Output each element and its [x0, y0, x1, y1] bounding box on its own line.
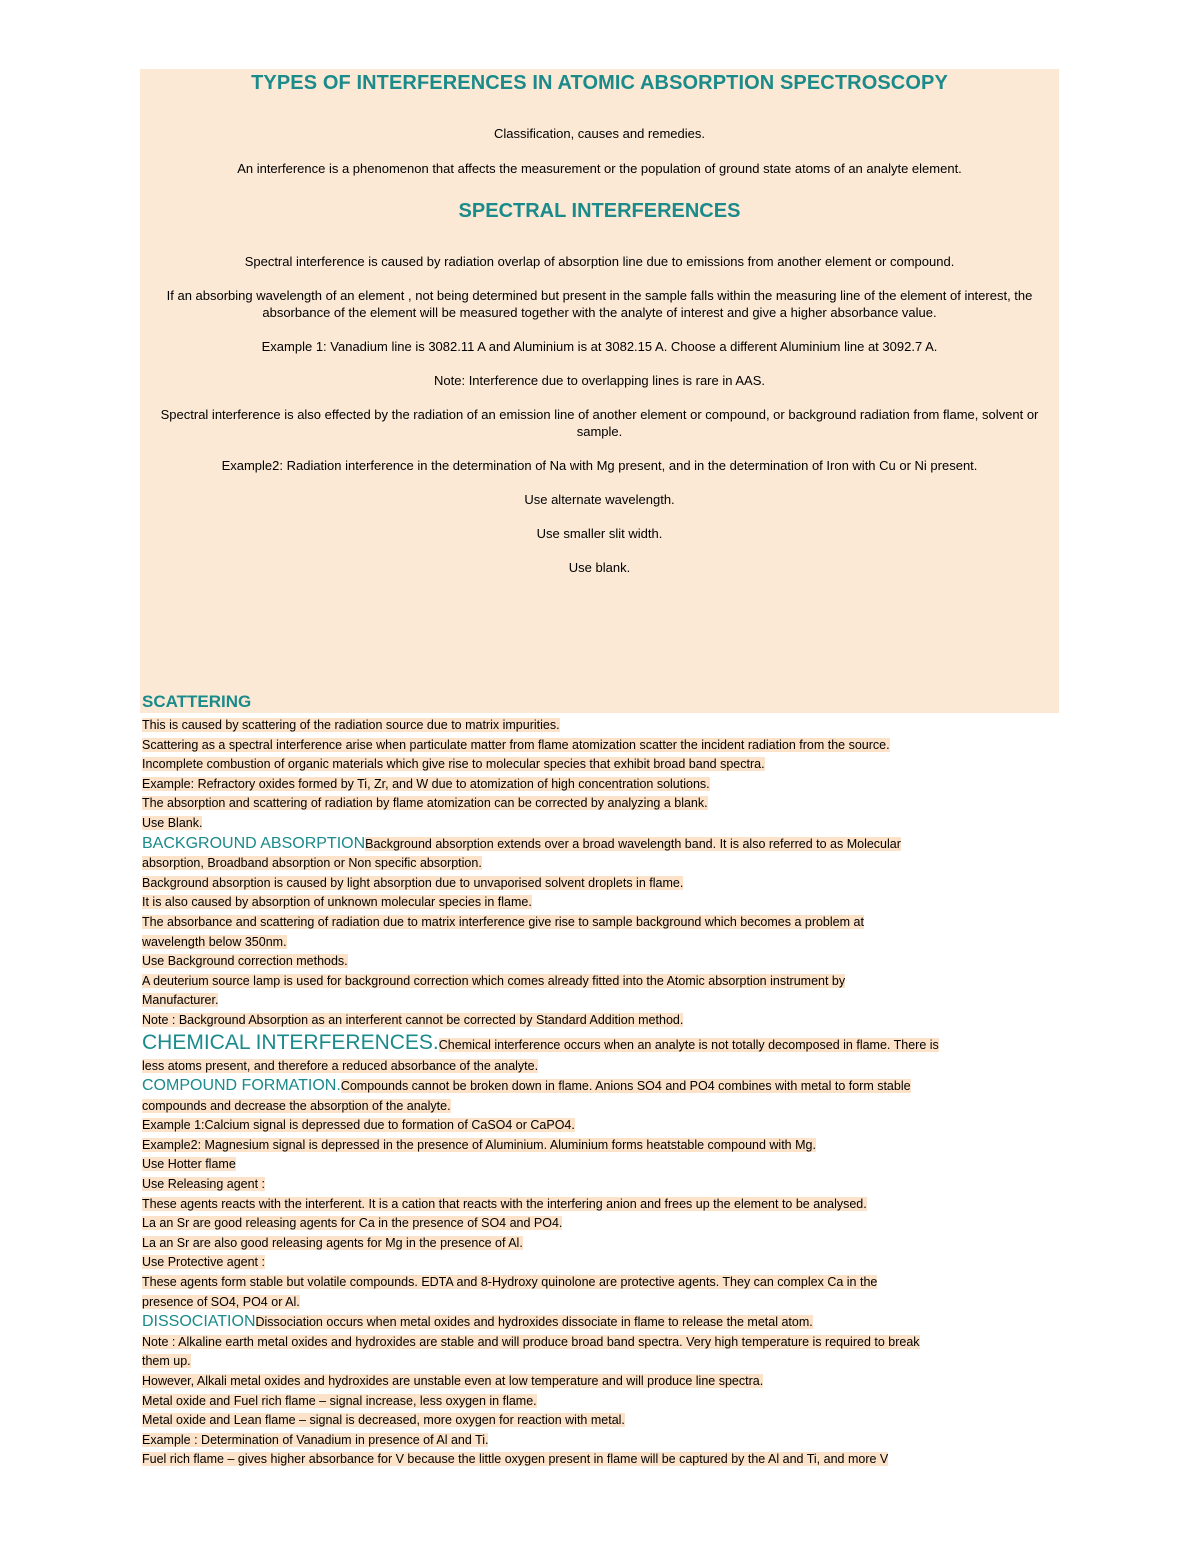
dissociation-detail-line: Metal oxide and Lean flame – signal is decreased, more oxygen for reaction with metal. [142, 1413, 625, 1428]
compound-formation-line: COMPOUND FORMATION.Compounds cannot be broken down in flame. Anions SO4 and PO4 combines with metal to form stable [142, 1077, 911, 1095]
background-line: It is also caused by absorption of unknown molecular species in flame. [142, 895, 532, 910]
dissociation-detail-line: Fuel rich flame – gives higher absorbance for V because the little oxygen present in flame will be captured by the Al and Ti, and more V [142, 1452, 889, 1467]
remedy-use-blank: Use blank. [568, 560, 631, 575]
compound-line: These agents reacts with the interferent. It is a cation that reacts with the interfering anion and frees up the element to be analysed. [142, 1196, 867, 1211]
body-text [142, 716, 1062, 1470]
background-line: Background absorption is caused by light absorption due to unvaporised solvent droplets in flame. [142, 875, 684, 890]
intro-panel [140, 69, 1059, 713]
scattering-heading: SCATTERING [142, 692, 252, 711]
scattering-line: Incomplete combustion of organic materials which give rise to molecular species that exhibit broad band spectra. [142, 757, 765, 772]
background-absorption-heading: BACKGROUND ABSORPTION [142, 834, 366, 852]
scattering-line: Example: Refractory oxides formed by Ti, Zr, and W due to atomization of high concentration solutions. [142, 776, 710, 791]
background-line: absorption, Broadband absorption or Non specific absorption. [142, 856, 482, 871]
spectral-paragraph-1: Spectral interference is caused by radiation overlap of absorption line due to emissions from another element or compound. [244, 254, 955, 269]
definition-text: An interference is a phenomenon that affects the measurement or the population of ground state atoms of an analyte element. [237, 161, 962, 176]
background-line: wavelength below 350nm. [142, 934, 287, 949]
remedy-smaller-slit: Use smaller slit width. [536, 526, 663, 541]
example-1-text: Example 1: Vanadium line is 3082.11 A and Aluminium is at 3082.15 A. Choose a different Aluminium line at 3092.7 A. [261, 339, 938, 354]
compound-line: presence of SO4, PO4 or Al. [142, 1294, 300, 1309]
scattering-line: Use Blank. [142, 815, 203, 830]
background-line: Note : Background Absorption as an interferent cannot be corrected by Standard Addition method. [142, 1012, 684, 1027]
compound-line: Use Protective agent : [142, 1255, 265, 1270]
compound-line: La an Sr are also good releasing agents for Mg in the presence of Al. [142, 1235, 523, 1250]
spectral-paragraph-3: Spectral interference is also effected by the radiation of an emission line of another element or compound, or background radiation from flame, solvent or sample. [160, 407, 1039, 439]
dissociation-detail-line: Note : Alkaline earth metal oxides and hydroxides are stable and will produce broad band spectra. Very high temperature is required to break [142, 1334, 920, 1349]
spectral-interferences-heading: SPECTRAL INTERFERENCES [458, 200, 741, 222]
dissociation-detail-line: However, Alkali metal oxides and hydroxides are unstable even at low temperature and will produce line spectra. [142, 1374, 764, 1388]
compound-line: Use Hotter flame [142, 1157, 236, 1172]
background-absorption-line: BACKGROUND ABSORPTIONBackground absorption extends over a broad wavelength band. It is also referred to as Molecular [142, 834, 901, 852]
spectral-paragraph-2: If an absorbing wavelength of an element , not being determined but present in the sample falls within the measuring line of the element of interest, the absorbance of the element will be measured together with the analyte of interest and give a higher absorbance value. [166, 288, 1033, 320]
background-line: The absorbance and scattering of radiation due to matrix interference give rise to sample background which becomes a problem at [142, 914, 864, 929]
scattering-line: The absorption and scattering of radiation by flame atomization can be corrected by analyzing a blank. [142, 796, 708, 811]
scattering-line: This is caused by scattering of the radiation source due to matrix impurities. [142, 718, 560, 732]
dissociation-line: DISSOCIATIONDissociation occurs when metal oxides and hydroxides dissociate in flame to release the metal atom. [142, 1313, 813, 1331]
dissociation-heading: DISSOCIATION [142, 1313, 256, 1331]
background-line: A deuterium source lamp is used for background correction which comes already fitted into the Atomic absorption instrument by [142, 973, 846, 988]
dissociation-detail-line: them up. [142, 1354, 191, 1369]
compound-line: Example 1:Calcium signal is depressed due to formation of CaSO4 or CaPO4. [142, 1118, 575, 1133]
note-1-text: Note: Interference due to overlapping lines is rare in AAS. [434, 373, 765, 388]
compound-line: These agents form stable but volatile compounds. EDTA and 8-Hydroxy quinolone are protective agents. They can complex Ca in the [142, 1275, 878, 1290]
remedy-alternate-wavelength: Use alternate wavelength. [524, 492, 675, 507]
compound-formation-heading: COMPOUND FORMATION. [142, 1077, 341, 1095]
scattering-line: Scattering as a spectral interference arise when particulate matter from flame atomization scatter the incident radiation from the source. [142, 737, 890, 752]
background-line: Use Background correction methods. [142, 954, 348, 969]
dissociation-detail-line: Example : Determination of Vanadium in presence of Al and Ti. [142, 1432, 489, 1447]
dissociation-detail-line: Metal oxide and Fuel rich flame – signal increase, less oxygen in flame. [142, 1393, 537, 1408]
classification-text: Classification, causes and remedies. [494, 126, 705, 141]
page-title: TYPES OF INTERFERENCES IN ATOMIC ABSORPTION SPECTROSCOPY [251, 72, 948, 94]
compound-line: Example2: Magnesium signal is depressed in the presence of Aluminium. Aluminium forms heatstable compound with Mg. [142, 1137, 816, 1152]
compound-line: compounds and decrease the absorption of the analyte. [142, 1098, 451, 1113]
compound-line: Use Releasing agent : [142, 1177, 265, 1192]
background-line: Manufacturer. [142, 993, 219, 1008]
chemical-line: less atoms present, and therefore a reduced absorbance of the analyte. [142, 1058, 539, 1073]
example-2-text: Example2: Radiation interference in the determination of Na with Mg present, and in the determination of Iron with Cu or Ni present. [221, 458, 978, 473]
chemical-interferences-heading: CHEMICAL INTERFERENCES. [142, 1030, 439, 1054]
chemical-interferences-line: CHEMICAL INTERFERENCES.Chemical interference occurs when an analyte is not totally decomposed in flame. There is [142, 1030, 939, 1054]
compound-line: La an Sr are good releasing agents for Ca in the presence of SO4 and PO4. [142, 1216, 563, 1231]
